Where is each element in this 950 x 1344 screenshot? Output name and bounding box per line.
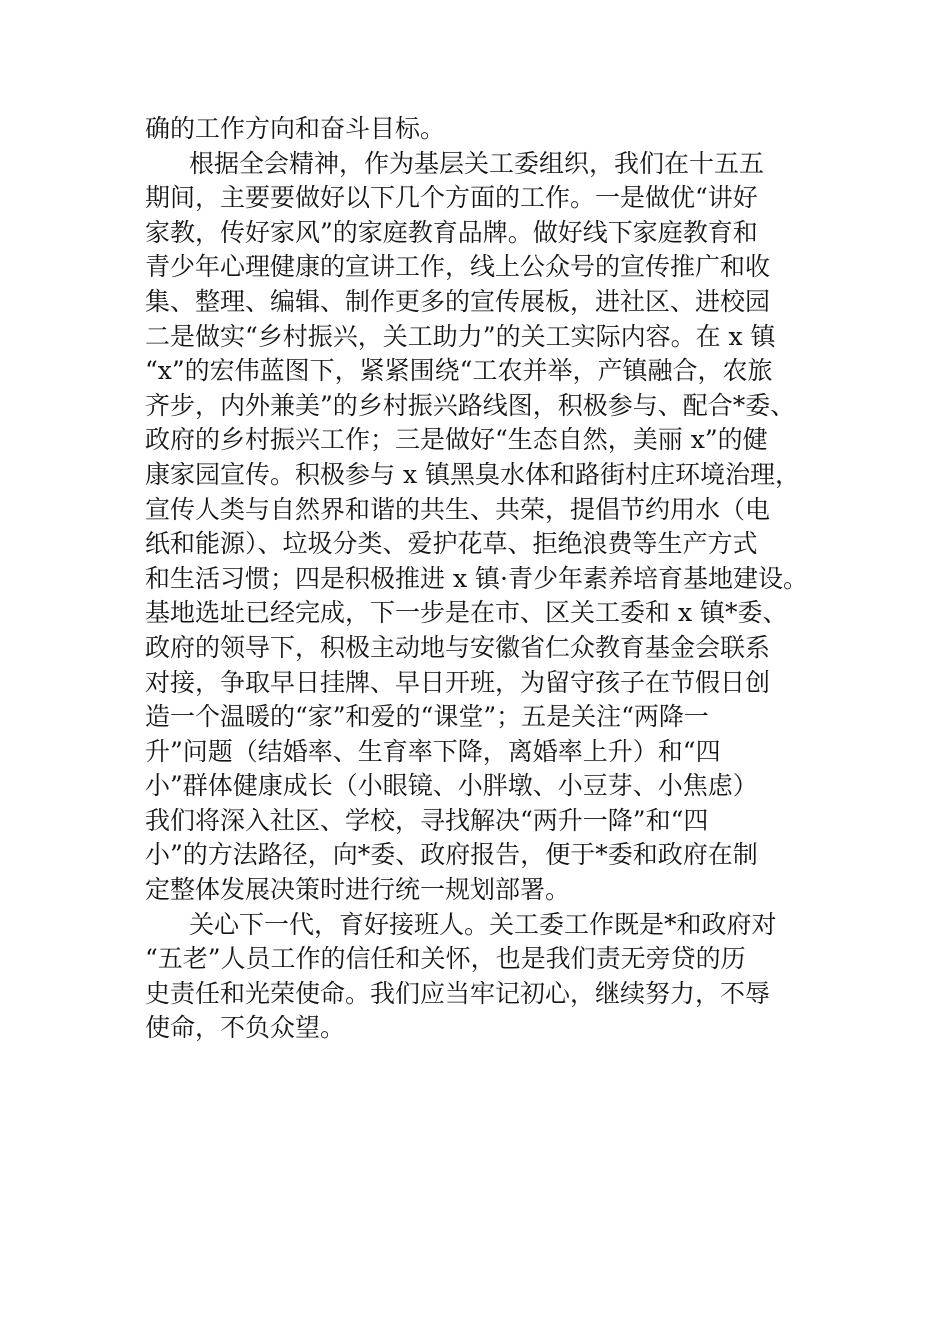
text-line: 纸和能源）、垃圾分类、爱护花草、拒绝浪费等生产方式	[145, 529, 758, 559]
text-line: 政府的领导下，积极主动地与安徽省仁众教育基金会联系	[145, 632, 771, 662]
text-line: 我们将深入社区、学校，寻找解决“两升一降”和“四	[145, 805, 709, 835]
document-body	[145, 112, 825, 1046]
text-line: 史责任和光荣使命。我们应当牢记初心，继续努力，不辱	[145, 978, 771, 1008]
text-line: 对接，争取早日挂牌、早日开班，为留守孩子在节假日创	[145, 667, 771, 697]
text-line: 基地选址已经完成，下一步是在市、区关工委和 x 镇*委、	[145, 598, 788, 628]
text-line: 青少年心理健康的宣讲工作，线上公众号的宣传推广和收	[145, 252, 771, 282]
text-line: 使命，不负众望。	[145, 1013, 346, 1043]
paragraph-first-line: 关心下一代，育好接班人。关工委工作既是*和政府对	[189, 909, 777, 939]
text-line: 确的工作方向和奋斗目标。	[145, 114, 446, 143]
text-line: 定整体发展决策时进行统一规划部署。	[145, 875, 571, 905]
text-line: 造一个温暖的“家”和爱的“课堂”；五是关注“两降一	[145, 702, 709, 732]
text-line: 家教，传好家风”的家庭教育品牌。做好线下家庭教育和	[145, 217, 758, 247]
text-line: 康家园宣传。积极参与 x 镇黑臭水体和路街村庄环境治理，	[145, 459, 800, 489]
text-line: 二是做实“乡村振兴，关工助力”的关工实际内容。在 x 镇	[145, 321, 776, 351]
text-line: 小”的方法路径，向*委、政府报告，便于*委和政府在制	[145, 840, 758, 870]
text-line: 集、整理、编辑、制作更多的宣传展板，进社区、进校园	[145, 286, 771, 316]
text-line: “五老”人员工作的信任和关怀，也是我们责无旁贷的历	[145, 944, 746, 974]
text-line: 宣传人类与自然界和谐的共生、共荣，提倡节约用水（电	[145, 494, 771, 524]
text-line: 政府的乡村振兴工作；三是做好“生态自然，美丽 x”的健	[145, 425, 768, 455]
text-line: 期间，主要要做好以下几个方面的工作。一是做优“讲好	[145, 183, 758, 213]
text-line: 齐步，内外兼美”的乡村振兴路线图，积极参与、配合*委、	[145, 390, 796, 420]
text-line: 和生活习惯；四是积极推进 x 镇·青少年素养培育基地建设。	[145, 563, 808, 593]
text-line: “x”的宏伟蓝图下，紧紧围绕“工农并举，产镇融合，农旅	[145, 356, 773, 386]
text-line: 升”问题（结婚率、生育率下降，离婚率上升）和“四	[145, 736, 721, 766]
paragraph-first-line: 根据全会精神，作为基层关工委组织，我们在十五五	[189, 148, 765, 178]
text-line: 小”群体健康成长（小眼镜、小胖墩、小豆芽、小焦虑）	[145, 771, 758, 801]
